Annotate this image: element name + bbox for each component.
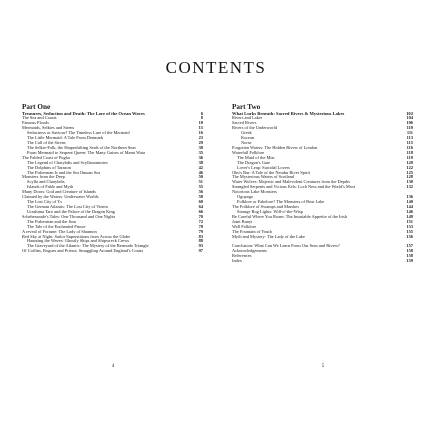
part-two-title: Part Two — [232, 103, 261, 111]
toc-entry-page: 58 — [198, 194, 203, 200]
toc-entry-title: The Fabled Coast of Pugha — [22, 155, 70, 160]
toc-entry-page: 130 — [406, 179, 413, 185]
toc-entry-page: 10 — [198, 120, 203, 126]
toc-entry-page: 16 — [198, 130, 203, 136]
part-one-heading-text: Treasures, Seduction and Death: The Lore of the Ocean Waves — [22, 110, 145, 116]
toc-entry-page: 153 — [406, 223, 413, 229]
toc-entry-page: 156 — [406, 233, 413, 239]
toc-entry-title: The Lost City of Ys — [27, 200, 62, 205]
toc-entry-page: 157 — [406, 243, 413, 249]
toc-entry-page: 128 — [406, 174, 413, 180]
toc-entry-title: The Folklore of Swamps and Marshes — [232, 205, 299, 209]
toc-entry-title: Be Careful Where You Roam: The Insatiable Appetite of the Irish — [232, 214, 348, 219]
toc-entry-title: Well Folklore — [232, 224, 257, 229]
toc-entry-page: 122 — [406, 164, 413, 170]
toc-entry-page: 111 — [406, 130, 413, 136]
toc-entry-title: Strangled Serpents and Vicious Eels: Loch Ness and the World's Most — [232, 185, 355, 190]
part-one-entries — [22, 116, 203, 254]
toc-entry-title: Norse — [241, 141, 252, 146]
toc-entry-page: 55 — [198, 184, 203, 190]
toc-entry-title: The Selkie-Folk, the Shapeshifting Seals of the Northern Seas — [27, 145, 136, 150]
toc-entry-title: The Mysterious Waters of Scotland — [232, 175, 294, 180]
toc-entry-title: References — [232, 254, 252, 259]
toc-entry-title: The Sea and Coasts — [22, 116, 57, 121]
toc-entry-title: Islands of Fable and Myth — [27, 185, 74, 190]
toc-entry-title: Sacred Rivers — [232, 121, 257, 126]
contents-column-right — [232, 103, 413, 264]
toc-entry-page: 35 — [198, 149, 203, 155]
toc-entry-title: Haunting the Waves: Ghostly Ships and Shipwreck Crews — [27, 239, 130, 244]
toc-entry-page: 158 — [406, 248, 413, 254]
toc-entry-title: Notorious Lake Monsters — [232, 190, 277, 195]
toc-entry-page: 29 — [198, 140, 203, 146]
toc-entry-title: The Maid of the Mist — [237, 155, 275, 160]
toc-entry-title: Monsters from the Deep — [22, 175, 65, 180]
toc-entry-title: Mermaids, Selkies and Sirens — [22, 126, 75, 131]
toc-entry-page: 110 — [406, 125, 413, 131]
toc-entry-page: 38 — [198, 159, 203, 165]
toc-entry-page: 155 — [406, 228, 413, 234]
toc-entry-title: Ohu's Bar: A Tale of the Nerabu River Spirit — [232, 170, 310, 175]
contents-column-left — [22, 103, 203, 254]
toc-entry-page: 146 — [406, 208, 413, 214]
toc-entry-title: Index — [232, 259, 242, 264]
toc-entry-title: Rivers of the Underworld — [232, 126, 277, 131]
toc-entry-page: 78 — [198, 223, 203, 229]
toc-entry-title: Water Wolves: Majestic and Malevolent Creatures from the Depths — [232, 180, 350, 185]
part-two-heading-page: 102 — [406, 110, 413, 116]
toc-entry-title: Joint Bunyi — [232, 219, 253, 224]
toc-entry-title: The German Atlantis: The Lost City of Vineta — [27, 205, 108, 209]
toc-entry-page: 115 — [406, 140, 413, 146]
toc-entry-page: 151 — [406, 218, 413, 224]
toc-entry-page: 125 — [406, 169, 413, 175]
page-title: CONTENTS — [165, 58, 267, 77]
toc-entry-title: Seductress or Saviour? The Timeless Lure of the Mermaid — [27, 131, 130, 136]
toc-entry-page: 56 — [198, 189, 203, 195]
toc-entry[interactable] — [232, 259, 413, 264]
toc-entry-page: 106 — [406, 120, 413, 126]
toc-entry-page: 8 — [200, 115, 203, 121]
toc-entry-title: The Graveyard of the Atlantic: The Mystery of the Bermuda Triangle — [27, 244, 149, 249]
toc-entry-title: Conclusion: What Can We Learn From Our Seas and Rivers? — [232, 244, 340, 249]
toc-entry-page: 88 — [198, 238, 203, 244]
toc-entry-title: Scheherazade's Tales: One Thousand and One Nights — [22, 214, 116, 219]
toc-entry-title: The Fisherman Is and the Sea Ilmuan Sea — [27, 170, 101, 175]
toc-entry-page: 79 — [198, 228, 203, 234]
toc-entry-page: 46 — [198, 169, 203, 175]
toc-entry-page: 116 — [406, 144, 413, 150]
toc-entry-page: 30 — [198, 144, 203, 150]
toc-entry-page: 42 — [198, 164, 203, 170]
part-one-heading-page: 6 — [200, 110, 203, 116]
toc-entry-page: 159 — [406, 258, 413, 264]
toc-entry-title: Waterfall Folklore — [232, 150, 265, 155]
toc-entry-page: 36 — [198, 154, 203, 160]
toc-entry-page: 144 — [406, 204, 413, 209]
toc-entry-title: From Mermaid to Serpent Queen: The Many Guises of Mami Wata — [27, 150, 146, 155]
toc-entry-page: 136 — [406, 194, 413, 200]
toc-entry-page: 104 — [406, 115, 413, 121]
toc-entry-title: The Call of the Sirens — [27, 141, 66, 146]
toc-entry-title: Korean — [241, 136, 254, 141]
toc-entry-title: Of Coffins, Rogues and Priests: Smuggling Around England's Coasts — [22, 249, 144, 254]
toc-entry-title: Rivers and Lakes — [232, 116, 263, 121]
toc-entry-page: 51 — [198, 179, 203, 185]
toc-entry-page: 119 — [406, 154, 413, 160]
toc-entry-title: The Dragon's Gate — [237, 160, 270, 165]
toc-entry-title: Claimed by the Waters: Underwater Worlds — [22, 195, 99, 200]
toc-entry-page: 113 — [406, 135, 413, 141]
toc-entry-page: 149 — [406, 213, 413, 219]
toc-entry-title: Folklore or Fakelore? The Monsters of Bear Lake — [237, 200, 325, 205]
toc-entry-title: The Legend of Charybdis and Scyllanonimies — [27, 160, 108, 165]
toc-entry[interactable] — [22, 249, 203, 254]
toc-entry-title: Famous Floods — [22, 121, 49, 126]
page-number-left: 4 — [111, 364, 115, 369]
toc-entry-title: The Little Mermaid: A Tale From Denmark — [27, 136, 104, 141]
toc-entry-page: 83 — [198, 233, 203, 239]
toc-entry-title: Urashima Taro and the Palace of the Dragon King — [27, 209, 115, 214]
toc-entry-title: Lover's Leap: Suicidal Lovers — [237, 165, 290, 170]
toc-entry-page: 158 — [406, 253, 413, 259]
toc-entry-page: 70 — [198, 213, 203, 219]
toc-entry-page: 118 — [406, 149, 413, 155]
toc-entry-title: The Dolphins of Tarazon — [27, 165, 71, 170]
toc-entry-title: Scylla and Charybdis — [27, 180, 65, 185]
toc-entry-page: 23 — [198, 135, 203, 141]
toc-entry-title: A reveal of Fortune: The Lady of Shannon — [22, 229, 97, 234]
page-number-right: 5 — [321, 364, 325, 369]
toc-entry-page: 66 — [198, 208, 203, 214]
toc-entry-title: Ogopogo — [237, 195, 254, 200]
part-two-heading-text: What Lurks Beneath: Sacred Rivers & Mysterious Lakes — [232, 110, 345, 116]
part-one-title: Part One — [22, 103, 51, 111]
toc-entry-title: Myth and Mystery: The Lady of the Lake — [232, 234, 305, 239]
part-two-entries — [232, 116, 413, 264]
toc-entry-page: 132 — [406, 184, 413, 190]
toc-entry-page: 50 — [198, 174, 203, 180]
toc-entry-title: Acknowledgements — [232, 249, 267, 254]
toc-entry-title: The Fountain of Youth — [232, 229, 272, 234]
toc-entry-page: 60 — [198, 199, 203, 205]
toc-entry-title: The Fisherman and the Jinn — [27, 219, 76, 224]
toc-entry-page: 15 — [198, 125, 203, 131]
toc-entry-title: Red Sky at Night: Sailor Superstitions from Across the Globe — [22, 234, 131, 239]
toc-entry-page: 93 — [198, 243, 203, 249]
toc-entry-page: 120 — [406, 159, 413, 165]
toc-entry-title: Strange Bog Lights: Will-o'-the-Wisp — [237, 209, 303, 214]
toc-entry-title: The Tale of the Enchanted Prince — [27, 224, 86, 229]
toc-entry-title: Many Doors: God and Creature of Islands — [22, 190, 96, 195]
toc-entry-title: Greek — [241, 131, 252, 136]
toc-entry-page: 64 — [198, 204, 203, 209]
toc-entry-title: Forgotten Waters: The Hidden Rivers of London — [232, 145, 318, 150]
toc-entry-page: 97 — [198, 248, 203, 254]
toc-entry-page: 140 — [406, 199, 413, 205]
toc-entry-page: 72 — [198, 218, 203, 224]
